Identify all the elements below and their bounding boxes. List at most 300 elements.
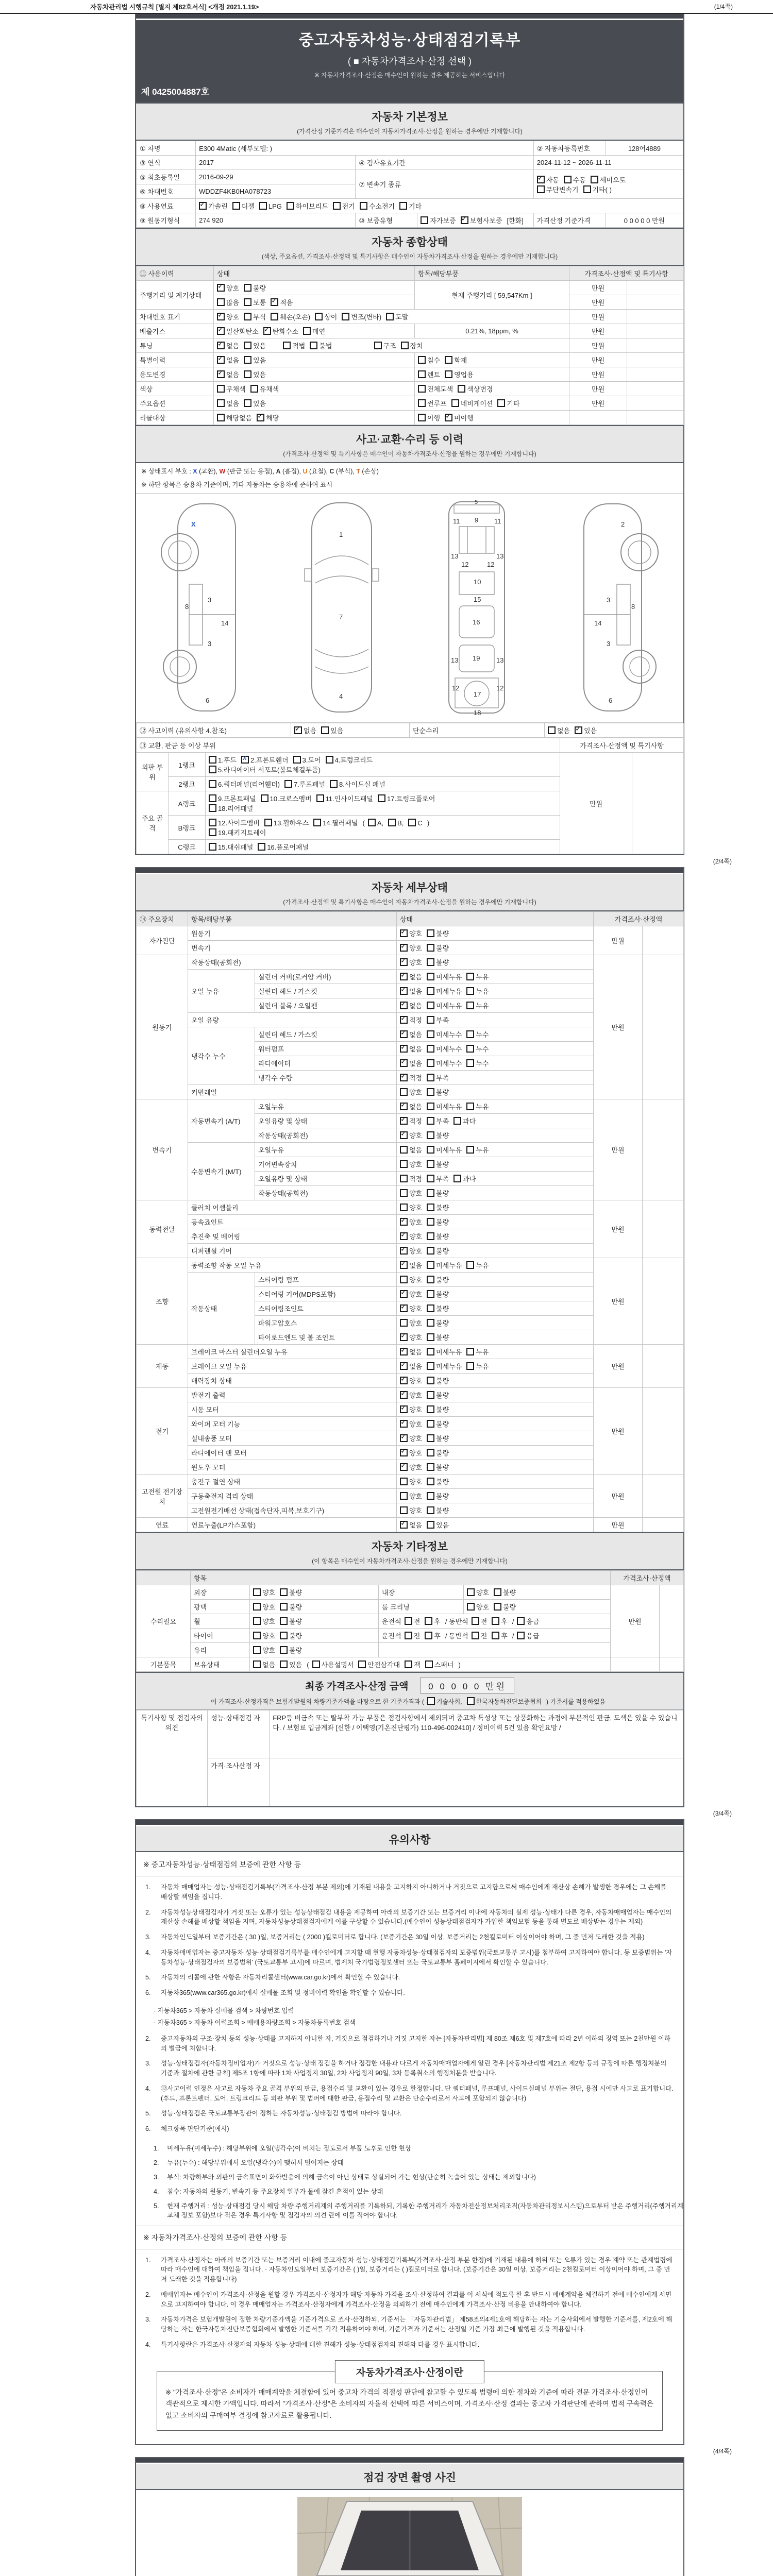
checkbox-option[interactable]: 전 bbox=[405, 1631, 421, 1640]
checkbox-option[interactable]: 미세누유 bbox=[427, 986, 462, 996]
checkbox-option[interactable]: 과다 bbox=[453, 1116, 476, 1126]
text-cell: 주요 골격 bbox=[137, 791, 169, 854]
text-cell: 스티어링 펌프 bbox=[255, 1273, 397, 1287]
checkbox-option[interactable]: ✓ 미이행 bbox=[445, 413, 474, 422]
checkbox-icon bbox=[548, 726, 556, 734]
checkbox-option[interactable]: 전 bbox=[405, 1616, 421, 1626]
checkbox-icon bbox=[427, 1449, 434, 1456]
state-cell bbox=[206, 840, 560, 854]
checkbox-option[interactable]: 불량 bbox=[427, 1188, 449, 1198]
checkbox-option[interactable]: ✓ 양호 bbox=[400, 1404, 422, 1414]
notice-item bbox=[154, 2158, 683, 2167]
checkbox-icon bbox=[427, 1506, 434, 1514]
text-cell: 클러치 어셈블리 bbox=[188, 1200, 397, 1215]
checkbox-option[interactable]: 기타( ) bbox=[583, 184, 612, 194]
checkbox-option[interactable]: 있음 bbox=[427, 1520, 449, 1530]
checkbox-option[interactable]: ✓ 양호 bbox=[217, 312, 239, 321]
checkbox-option[interactable]: 없음 bbox=[400, 1145, 422, 1155]
text-cell: 만원 bbox=[594, 1475, 643, 1518]
checkbox-option[interactable]: 17.트렁크플로어 bbox=[378, 793, 435, 803]
checkbox-option[interactable]: ✓ 양호 bbox=[400, 1376, 422, 1385]
checkbox-option[interactable]: ✓ 없음 bbox=[400, 1058, 422, 1068]
checkbox-option[interactable]: 후 bbox=[425, 1631, 441, 1640]
text-cell: ⑫ 사고이력 (유의사항 4.참조) bbox=[137, 723, 291, 738]
checkbox-option[interactable]: 전 bbox=[472, 1631, 488, 1640]
checkbox-option[interactable]: ✓ 탄화수소 bbox=[263, 326, 298, 336]
checkbox-option[interactable]: 양호 bbox=[253, 1645, 275, 1655]
page-1-sheet bbox=[135, 14, 684, 855]
text-cell: 등속죠인트 bbox=[188, 1215, 397, 1229]
checkbox-option[interactable]: 5.라디에이터 서포트(볼트체결부품) bbox=[209, 765, 321, 774]
checkbox-option[interactable]: 미세누유 bbox=[427, 1361, 462, 1371]
checkbox-option[interactable]: ✓ 없음 bbox=[217, 341, 239, 350]
checkbox-option[interactable]: ✓자동 bbox=[537, 175, 559, 184]
text-cell: 냉각수 수량 bbox=[255, 1071, 397, 1085]
checkbox-option[interactable]: 6.쿼터패널(리어휀더) bbox=[209, 779, 280, 789]
checkbox-option[interactable]: ✓ 없음 bbox=[400, 986, 422, 996]
checkbox-option[interactable]: 침수 bbox=[418, 355, 440, 365]
checkbox-icon bbox=[244, 284, 251, 292]
checkbox-icon bbox=[253, 1660, 261, 1668]
checkbox-option[interactable]: 미세누유 bbox=[427, 1145, 462, 1155]
checkbox-option[interactable]: 색상변경 bbox=[458, 384, 493, 394]
state-cell bbox=[250, 1600, 379, 1614]
checkbox-option[interactable]: 양호 bbox=[253, 1616, 275, 1626]
checkbox-option[interactable]: 미세누수 bbox=[427, 1058, 462, 1068]
checkbox-option[interactable]: 도말 bbox=[386, 312, 408, 321]
checkbox-icon bbox=[427, 929, 434, 937]
checkbox-option[interactable]: ✓ 없음 bbox=[400, 1029, 422, 1039]
checkbox-option[interactable]: 미세누유 bbox=[427, 972, 462, 981]
state-text: ) 기준서를 적용하였음 bbox=[546, 1698, 606, 1705]
checkbox-option[interactable]: ✓ 가솔린 bbox=[199, 201, 228, 211]
text-cell: 배출가스 bbox=[137, 324, 214, 338]
checkbox-option[interactable]: 양호 bbox=[400, 1491, 422, 1501]
checkbox-option[interactable]: 미세누유 bbox=[427, 1260, 462, 1270]
checkbox-option[interactable]: 안전삼각대 bbox=[358, 1659, 400, 1669]
checkbox-option[interactable]: 응급 bbox=[517, 1631, 539, 1640]
text-cell: 와이퍼 모터 기능 bbox=[188, 1417, 397, 1431]
notice-item-number: 4. bbox=[145, 2341, 151, 2348]
checkbox-option[interactable]: 불량 bbox=[427, 1231, 449, 1241]
checkbox-option[interactable]: 렌트 bbox=[418, 369, 440, 379]
checkbox-option[interactable]: 썬루프 bbox=[418, 398, 447, 408]
state-cell bbox=[214, 353, 415, 367]
checked-checkbox-icon bbox=[400, 1045, 408, 1053]
blue-x-checkbox-icon bbox=[241, 756, 249, 764]
checkbox-icon bbox=[386, 313, 394, 320]
checkbox-option[interactable]: 불량 bbox=[427, 1390, 449, 1400]
checkbox-option[interactable]: 양호 bbox=[400, 1159, 422, 1169]
detail-table bbox=[136, 911, 684, 1532]
checked-checkbox-icon bbox=[461, 216, 468, 224]
text-cell: 윈도우 모터 bbox=[188, 1460, 397, 1475]
checkbox-option[interactable]: 매연 bbox=[303, 326, 325, 336]
checkbox-option[interactable]: X 2.프론트휀더 bbox=[241, 755, 289, 765]
state-text: ( bbox=[362, 819, 365, 827]
checkbox-option[interactable]: 보통 bbox=[244, 297, 266, 307]
checkbox-option[interactable]: 9.프론트패널 bbox=[209, 793, 256, 803]
checkbox-icon bbox=[408, 819, 416, 826]
checkbox-icon bbox=[209, 756, 216, 764]
notice-item bbox=[154, 2144, 683, 2153]
checkbox-option[interactable]: 미세누유 bbox=[427, 1347, 462, 1357]
state-cell bbox=[397, 1359, 594, 1374]
checkbox-option[interactable]: 양호 bbox=[400, 1318, 422, 1328]
accident-band bbox=[136, 425, 683, 463]
notice-item-number: 4. bbox=[154, 2188, 159, 2196]
checkbox-icon bbox=[313, 819, 321, 826]
checkbox-option[interactable]: 부족 bbox=[427, 1116, 449, 1126]
checkbox-option[interactable]: ✓ 있음 bbox=[575, 725, 597, 735]
checkbox-option[interactable]: ✓ 없음 bbox=[400, 1520, 422, 1530]
checkbox-option[interactable]: 있음 bbox=[280, 1659, 302, 1669]
checkbox-option[interactable]: 후 bbox=[492, 1616, 508, 1626]
checkbox-option[interactable]: 11.인사이드패널 bbox=[316, 793, 373, 803]
checkbox-option[interactable]: 있음 bbox=[244, 341, 266, 350]
checkbox-option[interactable]: 12.사이드멤버 bbox=[209, 818, 260, 827]
checkbox-option[interactable]: 양호 bbox=[400, 1477, 422, 1486]
checkbox-option[interactable]: ✓ 양호 bbox=[400, 1289, 422, 1299]
page-mark-4: (4/4쪽) bbox=[713, 2448, 732, 2455]
checkbox-option[interactable]: 미세누유 bbox=[427, 1001, 462, 1010]
text-cell: 상태 bbox=[397, 912, 594, 926]
checkbox-icon bbox=[427, 1088, 434, 1096]
checkbox-option[interactable]: ✓ 없음 bbox=[217, 369, 239, 379]
checkbox-option[interactable]: 1.후드 bbox=[209, 755, 237, 765]
checkbox-option[interactable]: 8.사이드실 패널 bbox=[330, 779, 385, 789]
checkbox-option[interactable]: 13.휠하우스 bbox=[264, 818, 309, 827]
checkbox-option[interactable]: 불량 bbox=[427, 1477, 449, 1486]
checkbox-option[interactable]: 불량 bbox=[427, 1303, 449, 1313]
checkbox-option[interactable]: ✓ 양호 bbox=[400, 1130, 422, 1140]
checkbox-option[interactable]: ✓ 없음 bbox=[400, 1260, 422, 1270]
checkbox-option[interactable]: 불량 bbox=[427, 1202, 449, 1212]
notice-item-text: 매매업자는 매수인이 가격조사·산정을 원할 경우 가격조사·산정자가 해당 자동차 가격을 조사·산정하여 결과를 이 서식에 적도록 한 후 반드시 매매계약을 체결하기 전에 매수인에게 서면으로 고지하여야 합니다. 이 경우 매매업자는 가격조사·산정자에게 가격조사·산정을 의뢰하기 전에 매수인에게 가격조사·산정 비용을 안내하여야 합니다. bbox=[161, 2291, 672, 2308]
checkbox-option[interactable]: ✓ 없음 bbox=[294, 725, 316, 735]
checkbox-option[interactable]: 누유 bbox=[466, 972, 489, 981]
checkbox-icon bbox=[368, 819, 376, 826]
checkbox-option[interactable]: 누수 bbox=[466, 1058, 489, 1068]
checkbox-option[interactable]: 불량 bbox=[280, 1616, 302, 1626]
checkbox-option[interactable]: ✓ 없음 bbox=[400, 1044, 422, 1054]
checkbox-option[interactable]: 훼손(오손) bbox=[271, 312, 310, 321]
text-cell: 만원 bbox=[569, 324, 627, 338]
text-cell: 브레이크 마스터 실린더오일 누유 bbox=[188, 1345, 397, 1359]
checkbox-option[interactable]: ✓ 적정 bbox=[400, 1073, 422, 1082]
notice-item-text: 자동차매매업자는 중고자동차 성능·상태점검기록부를 매수인에게 고지할 때 현행 자동차성능·상태점검자의 보증범위(국토교통부 고시)를 첨부하여 고지하여야 합니다. 동 보증범위는 '자동차성능·상태점검자의 보증범위' (국토교통부 고시)에 따르며, 법제처 국가법령정보센터 또는 국토교통부 홈페이지에서 확인할 수 있습니다. bbox=[161, 1948, 673, 1966]
state-cell bbox=[464, 1600, 611, 1614]
checkbox-option[interactable]: 기술사회, bbox=[427, 1697, 462, 1706]
checkbox-option[interactable]: ✓양호 bbox=[217, 283, 239, 293]
text-cell: 특별이력 bbox=[137, 353, 214, 367]
checkbox-option[interactable]: 네비게이션 bbox=[451, 398, 493, 408]
checkbox-option[interactable]: 누유 bbox=[466, 1260, 489, 1270]
checkbox-option[interactable]: 불량 bbox=[427, 1491, 449, 1501]
checkbox-option[interactable]: ✓ 해당 bbox=[257, 413, 279, 422]
checkbox-option[interactable]: 양호 bbox=[400, 1275, 422, 1284]
checkbox-option[interactable]: 불량 bbox=[427, 1318, 449, 1328]
checkbox-option[interactable]: 양호 bbox=[253, 1602, 275, 1612]
checkbox-option[interactable]: ✓ 없음 bbox=[400, 1347, 422, 1357]
notice-item-number: 4. bbox=[145, 1948, 151, 1956]
checkbox-option[interactable]: ✓ 없음 bbox=[217, 355, 239, 365]
checkbox-option[interactable]: 무단변속기 bbox=[537, 184, 579, 194]
checkbox-option[interactable]: 양호 bbox=[467, 1587, 489, 1597]
checkbox-option[interactable]: 불량 bbox=[427, 928, 449, 938]
checkbox-option[interactable]: 누유 bbox=[466, 1001, 489, 1010]
checkbox-option[interactable]: 불량 bbox=[427, 1404, 449, 1414]
checkbox-option[interactable]: ✓ 양호 bbox=[400, 1217, 422, 1227]
checkbox-option[interactable]: 불량 bbox=[427, 943, 449, 953]
text-cell: 성능·상태점검 자 bbox=[208, 1710, 270, 1758]
checkbox-option[interactable]: 적법 bbox=[283, 341, 305, 350]
checked-checkbox-icon bbox=[257, 414, 264, 421]
checkbox-option[interactable]: 기타 bbox=[497, 398, 519, 408]
checkbox-option[interactable]: 수소전기 bbox=[360, 201, 395, 211]
checkbox-option[interactable]: 양호 bbox=[467, 1602, 489, 1612]
checkbox-option[interactable]: 10.크로스멤버 bbox=[261, 793, 312, 803]
car-diagram-right-side bbox=[545, 497, 680, 718]
checkbox-option[interactable]: ✓ 양호 bbox=[400, 1419, 422, 1429]
checkbox-option[interactable]: ✓ 적정 bbox=[400, 1015, 422, 1025]
checkbox-option[interactable]: 자가보증 bbox=[421, 215, 456, 225]
checkbox-option[interactable]: 잭 bbox=[405, 1659, 421, 1669]
checkbox-option[interactable]: 없음 bbox=[253, 1659, 275, 1669]
checkbox-option[interactable]: 누유 bbox=[466, 1145, 489, 1155]
checkbox-option[interactable]: 전기 bbox=[333, 201, 355, 211]
checkbox-option[interactable]: ✓ 양호 bbox=[400, 943, 422, 953]
checkbox-option[interactable]: 과다 bbox=[453, 1174, 476, 1183]
checkbox-option[interactable]: B, bbox=[388, 819, 404, 827]
checkbox-option[interactable]: 불량 bbox=[427, 1448, 449, 1458]
status-code-letter: T bbox=[356, 468, 360, 475]
checked-checkbox-icon bbox=[400, 1117, 408, 1125]
text-cell: A랭크 bbox=[169, 791, 206, 816]
checkbox-option[interactable]: A, bbox=[368, 819, 383, 827]
text-cell: 만원 bbox=[594, 1200, 643, 1258]
notice-item-text: 누유(누수) : 해당부위에서 오일(냉각수)이 맺혀서 떨어지는 상태 bbox=[167, 2159, 344, 2166]
checkbox-option[interactable]: 없음 bbox=[548, 725, 570, 735]
checkbox-option[interactable]: 15.대쉬패널 bbox=[209, 842, 253, 852]
checkbox-option[interactable]: 불량 bbox=[244, 283, 266, 293]
checkbox-option[interactable]: 전체도색 bbox=[418, 384, 453, 394]
checkbox-option[interactable]: 불량 bbox=[280, 1587, 302, 1597]
checkbox-option[interactable]: ✓ 양호 bbox=[400, 1332, 422, 1342]
checkbox-icon bbox=[388, 819, 396, 826]
checkbox-option[interactable]: 불량 bbox=[427, 1433, 449, 1443]
text-cell bbox=[660, 1657, 684, 1672]
checkbox-option[interactable]: 상이 bbox=[315, 312, 337, 321]
status-code-letter: X bbox=[193, 468, 197, 475]
text-cell: 만원 bbox=[594, 1518, 643, 1532]
checkbox-option[interactable]: 미세누유 bbox=[427, 1101, 462, 1111]
notice-item-number: 6. bbox=[145, 2125, 151, 2132]
svg-text:9: 9 bbox=[475, 516, 479, 524]
text-cell: 제동 bbox=[137, 1345, 188, 1388]
checkbox-option[interactable]: ✓ 양호 bbox=[400, 928, 422, 938]
checkbox-icon bbox=[244, 313, 251, 320]
checkbox-option[interactable]: 불량 bbox=[427, 1087, 449, 1097]
checkbox-option[interactable]: 양호 bbox=[400, 1087, 422, 1097]
checkbox-option[interactable]: 변조(변타) bbox=[342, 312, 381, 321]
state-text: 이 가격조사·산정가격은 보험개발원의 차량기준가액을 바탕으로 한 기준가격과 ( bbox=[210, 1698, 424, 1705]
checkbox-option[interactable]: 19.패키지트레이 bbox=[209, 827, 266, 837]
checkbox-option[interactable]: ✓ 없음 bbox=[400, 1101, 422, 1111]
checked-checkbox-icon bbox=[217, 313, 225, 320]
checkbox-option[interactable]: ✓ 양호 bbox=[400, 1246, 422, 1256]
checkbox-option[interactable]: 누유 bbox=[466, 986, 489, 996]
checkbox-option[interactable]: 무채색 bbox=[217, 384, 246, 394]
checkbox-option[interactable]: ✓ 없음 bbox=[400, 1361, 422, 1371]
checkbox-option[interactable]: 부식 bbox=[244, 312, 266, 321]
checkbox-icon bbox=[427, 1521, 434, 1529]
checkbox-option[interactable]: 있음 bbox=[321, 725, 343, 735]
checkbox-option[interactable]: 응급 bbox=[517, 1616, 539, 1626]
checkbox-option[interactable]: 해당없음 bbox=[217, 413, 252, 422]
checkbox-option[interactable]: 누수 bbox=[466, 1044, 489, 1054]
text-cell: B랭크 bbox=[169, 816, 206, 840]
checkbox-option[interactable]: ✓ 보험사보증 bbox=[461, 215, 502, 225]
checkbox-option[interactable]: 불량 bbox=[494, 1602, 516, 1612]
checkbox-option[interactable]: 수동 bbox=[564, 175, 586, 184]
checkbox-option[interactable]: 미세누수 bbox=[427, 1044, 462, 1054]
checkbox-option[interactable]: 후 bbox=[492, 1631, 508, 1640]
checkbox-option[interactable]: ✓ 없음 bbox=[400, 1001, 422, 1010]
checkbox-option[interactable]: 디젤 bbox=[232, 201, 255, 211]
checkbox-icon bbox=[427, 1218, 434, 1226]
checkbox-option[interactable]: 불량 bbox=[494, 1587, 516, 1597]
checkbox-option[interactable]: 누수 bbox=[466, 1029, 489, 1039]
checkbox-option[interactable]: 양호 bbox=[400, 1202, 422, 1212]
checkbox-option[interactable]: LPG bbox=[259, 202, 282, 210]
checkbox-option[interactable]: 불량 bbox=[427, 1419, 449, 1429]
checkbox-icon bbox=[427, 1405, 434, 1413]
checkbox-option[interactable]: 부족 bbox=[427, 1174, 449, 1183]
checkbox-option[interactable]: 세미오토 bbox=[591, 175, 626, 184]
checkbox-option[interactable]: 장치 bbox=[401, 341, 423, 350]
text-cell bbox=[627, 396, 684, 411]
checkbox-option[interactable]: 부족 bbox=[427, 1015, 449, 1025]
checkbox-option[interactable]: 불량 bbox=[427, 1217, 449, 1227]
text-cell: 상태 bbox=[214, 266, 415, 281]
checkbox-option[interactable]: 불법 bbox=[310, 341, 332, 350]
checkbox-option[interactable]: 전 bbox=[472, 1616, 488, 1626]
checkbox-option[interactable]: 많음 bbox=[217, 297, 239, 307]
checkbox-option[interactable]: ✓ 양호 bbox=[400, 957, 422, 967]
checkbox-option[interactable]: 있음 bbox=[244, 355, 266, 365]
checkbox-icon bbox=[330, 780, 338, 788]
detail-subtitle: (가격조사·산정액 및 특기사항은 매수인이 자동차가격조사·산정을 원하는 경우에만 기재합니다) bbox=[283, 899, 536, 906]
checkbox-icon bbox=[427, 1377, 434, 1384]
text-cell: 2024-11-12 ~ 2026-11-11 bbox=[533, 156, 683, 170]
checkbox-option[interactable]: 있음 bbox=[244, 369, 266, 379]
checkbox-option[interactable]: 18.리어패널 bbox=[209, 803, 253, 813]
checkbox-option[interactable]: 불량 bbox=[427, 1275, 449, 1284]
notice-item bbox=[145, 2256, 674, 2284]
checkbox-option[interactable]: 구조 bbox=[374, 341, 396, 350]
checkbox-option[interactable]: 불량 bbox=[427, 1159, 449, 1169]
checkbox-option[interactable]: ✓ 일산화탄소 bbox=[217, 326, 259, 336]
checkbox-option[interactable]: 한국자동차진단보증협회 bbox=[467, 1697, 542, 1706]
checked-checkbox-icon bbox=[400, 1002, 408, 1009]
checkbox-option[interactable]: 미세누수 bbox=[427, 1029, 462, 1039]
checkbox-option[interactable]: 기타 bbox=[399, 201, 422, 211]
checkbox-option[interactable]: ✓ 적음 bbox=[271, 297, 293, 307]
checkbox-option[interactable]: 유채색 bbox=[250, 384, 279, 394]
checkbox-option[interactable]: 누유 bbox=[466, 1347, 489, 1357]
checkbox-option[interactable]: 하이브리드 bbox=[287, 201, 328, 211]
checkbox-option[interactable]: 4.트렁크리드 bbox=[326, 755, 373, 765]
checkbox-option[interactable]: 불량 bbox=[427, 1505, 449, 1515]
checkbox-option[interactable]: 양호 bbox=[253, 1587, 275, 1597]
checkbox-option[interactable]: ✓ 없음 bbox=[400, 972, 422, 981]
checkbox-option[interactable]: 불량 bbox=[427, 1289, 449, 1299]
checkbox-option[interactable]: 양호 bbox=[253, 1631, 275, 1640]
checkbox-option[interactable]: 사용설명서 bbox=[312, 1659, 354, 1669]
checkbox-option[interactable]: ✓ 양호 bbox=[400, 1462, 422, 1472]
checkbox-option[interactable]: 있음 bbox=[244, 398, 266, 408]
final-price-value: 0 0 0 0 0 만원 bbox=[421, 1677, 514, 1694]
state-cell bbox=[397, 1215, 594, 1229]
checkbox-option[interactable]: 부족 bbox=[427, 1073, 449, 1082]
checkbox-option[interactable]: 영업용 bbox=[445, 369, 474, 379]
checkbox-option[interactable]: 14.필러패널 bbox=[313, 818, 358, 827]
checkbox-option[interactable]: ✓ 양호 bbox=[400, 1231, 422, 1241]
checkbox-option[interactable]: 스패너 bbox=[425, 1659, 454, 1669]
checkbox-option[interactable]: 불량 bbox=[280, 1645, 302, 1655]
checkbox-option[interactable]: ✓ 적정 bbox=[400, 1116, 422, 1126]
checkbox-option[interactable]: 16.플로어패널 bbox=[258, 842, 309, 852]
checkbox-option[interactable]: 후 bbox=[425, 1616, 441, 1626]
text-cell bbox=[643, 1200, 684, 1258]
checkbox-option[interactable]: ✓ 양호 bbox=[400, 1448, 422, 1458]
checkbox-option[interactable]: 양호 bbox=[400, 1505, 422, 1515]
checkbox-option[interactable]: 불량 bbox=[427, 1130, 449, 1140]
checkbox-icon bbox=[280, 1617, 288, 1625]
checkbox-option[interactable]: 7.루프패널 bbox=[284, 779, 325, 789]
checkbox-option[interactable]: 적정 bbox=[400, 1174, 422, 1183]
checkbox-icon bbox=[400, 1506, 408, 1514]
checkbox-option[interactable]: 없음 bbox=[217, 398, 239, 408]
checkbox-option[interactable]: 누유 bbox=[466, 1101, 489, 1111]
checkbox-option[interactable]: 불량 bbox=[280, 1602, 302, 1612]
checkbox-option[interactable]: 불량 bbox=[280, 1631, 302, 1640]
checkbox-option[interactable]: C bbox=[408, 819, 422, 827]
checkbox-option[interactable]: 불량 bbox=[427, 1376, 449, 1385]
checkbox-option[interactable]: 불량 bbox=[427, 957, 449, 967]
checkbox-option[interactable]: 화재 bbox=[445, 355, 467, 365]
svg-text:11: 11 bbox=[494, 517, 501, 525]
checked-checkbox-icon bbox=[400, 1030, 408, 1038]
checkbox-option[interactable]: 양호 bbox=[400, 1188, 422, 1198]
checkbox-icon bbox=[427, 1333, 434, 1341]
checkbox-option[interactable]: 불량 bbox=[427, 1246, 449, 1256]
checkbox-option[interactable]: ✓ 양호 bbox=[400, 1303, 422, 1313]
checkbox-option[interactable]: 3.도어 bbox=[293, 755, 321, 765]
checkbox-option[interactable]: ✓ 양호 bbox=[400, 1433, 422, 1443]
checkbox-option[interactable]: 누유 bbox=[466, 1361, 489, 1371]
notice-item-number: 3. bbox=[154, 2174, 159, 2181]
notice-item-text: 성능·상태점검자(자동차정비업자)가 거짓으로 성능·상태 점검을 하거나 점검한 내용과 다르게 자동차매매업자에게 알린 경우 [자동차관리법 제21조 제2항 등의 규정에 따른 행정처분의 기준과 절차에 관한 규칙] 제5조 1항에 따라 1차 사업정지 30일, 2차 사업정지 90일, 3차 등록취소의 행정처분을 받습니다. bbox=[161, 2060, 667, 2077]
checkbox-option[interactable]: ✓ 양호 bbox=[400, 1390, 422, 1400]
checkbox-option[interactable]: 불량 bbox=[427, 1462, 449, 1472]
checkbox-option[interactable]: 이행 bbox=[418, 413, 440, 422]
text-cell: 만원 bbox=[569, 281, 627, 295]
checkbox-option[interactable]: 불량 bbox=[427, 1332, 449, 1342]
checkbox-icon bbox=[400, 1088, 408, 1096]
state-cell bbox=[397, 998, 594, 1013]
